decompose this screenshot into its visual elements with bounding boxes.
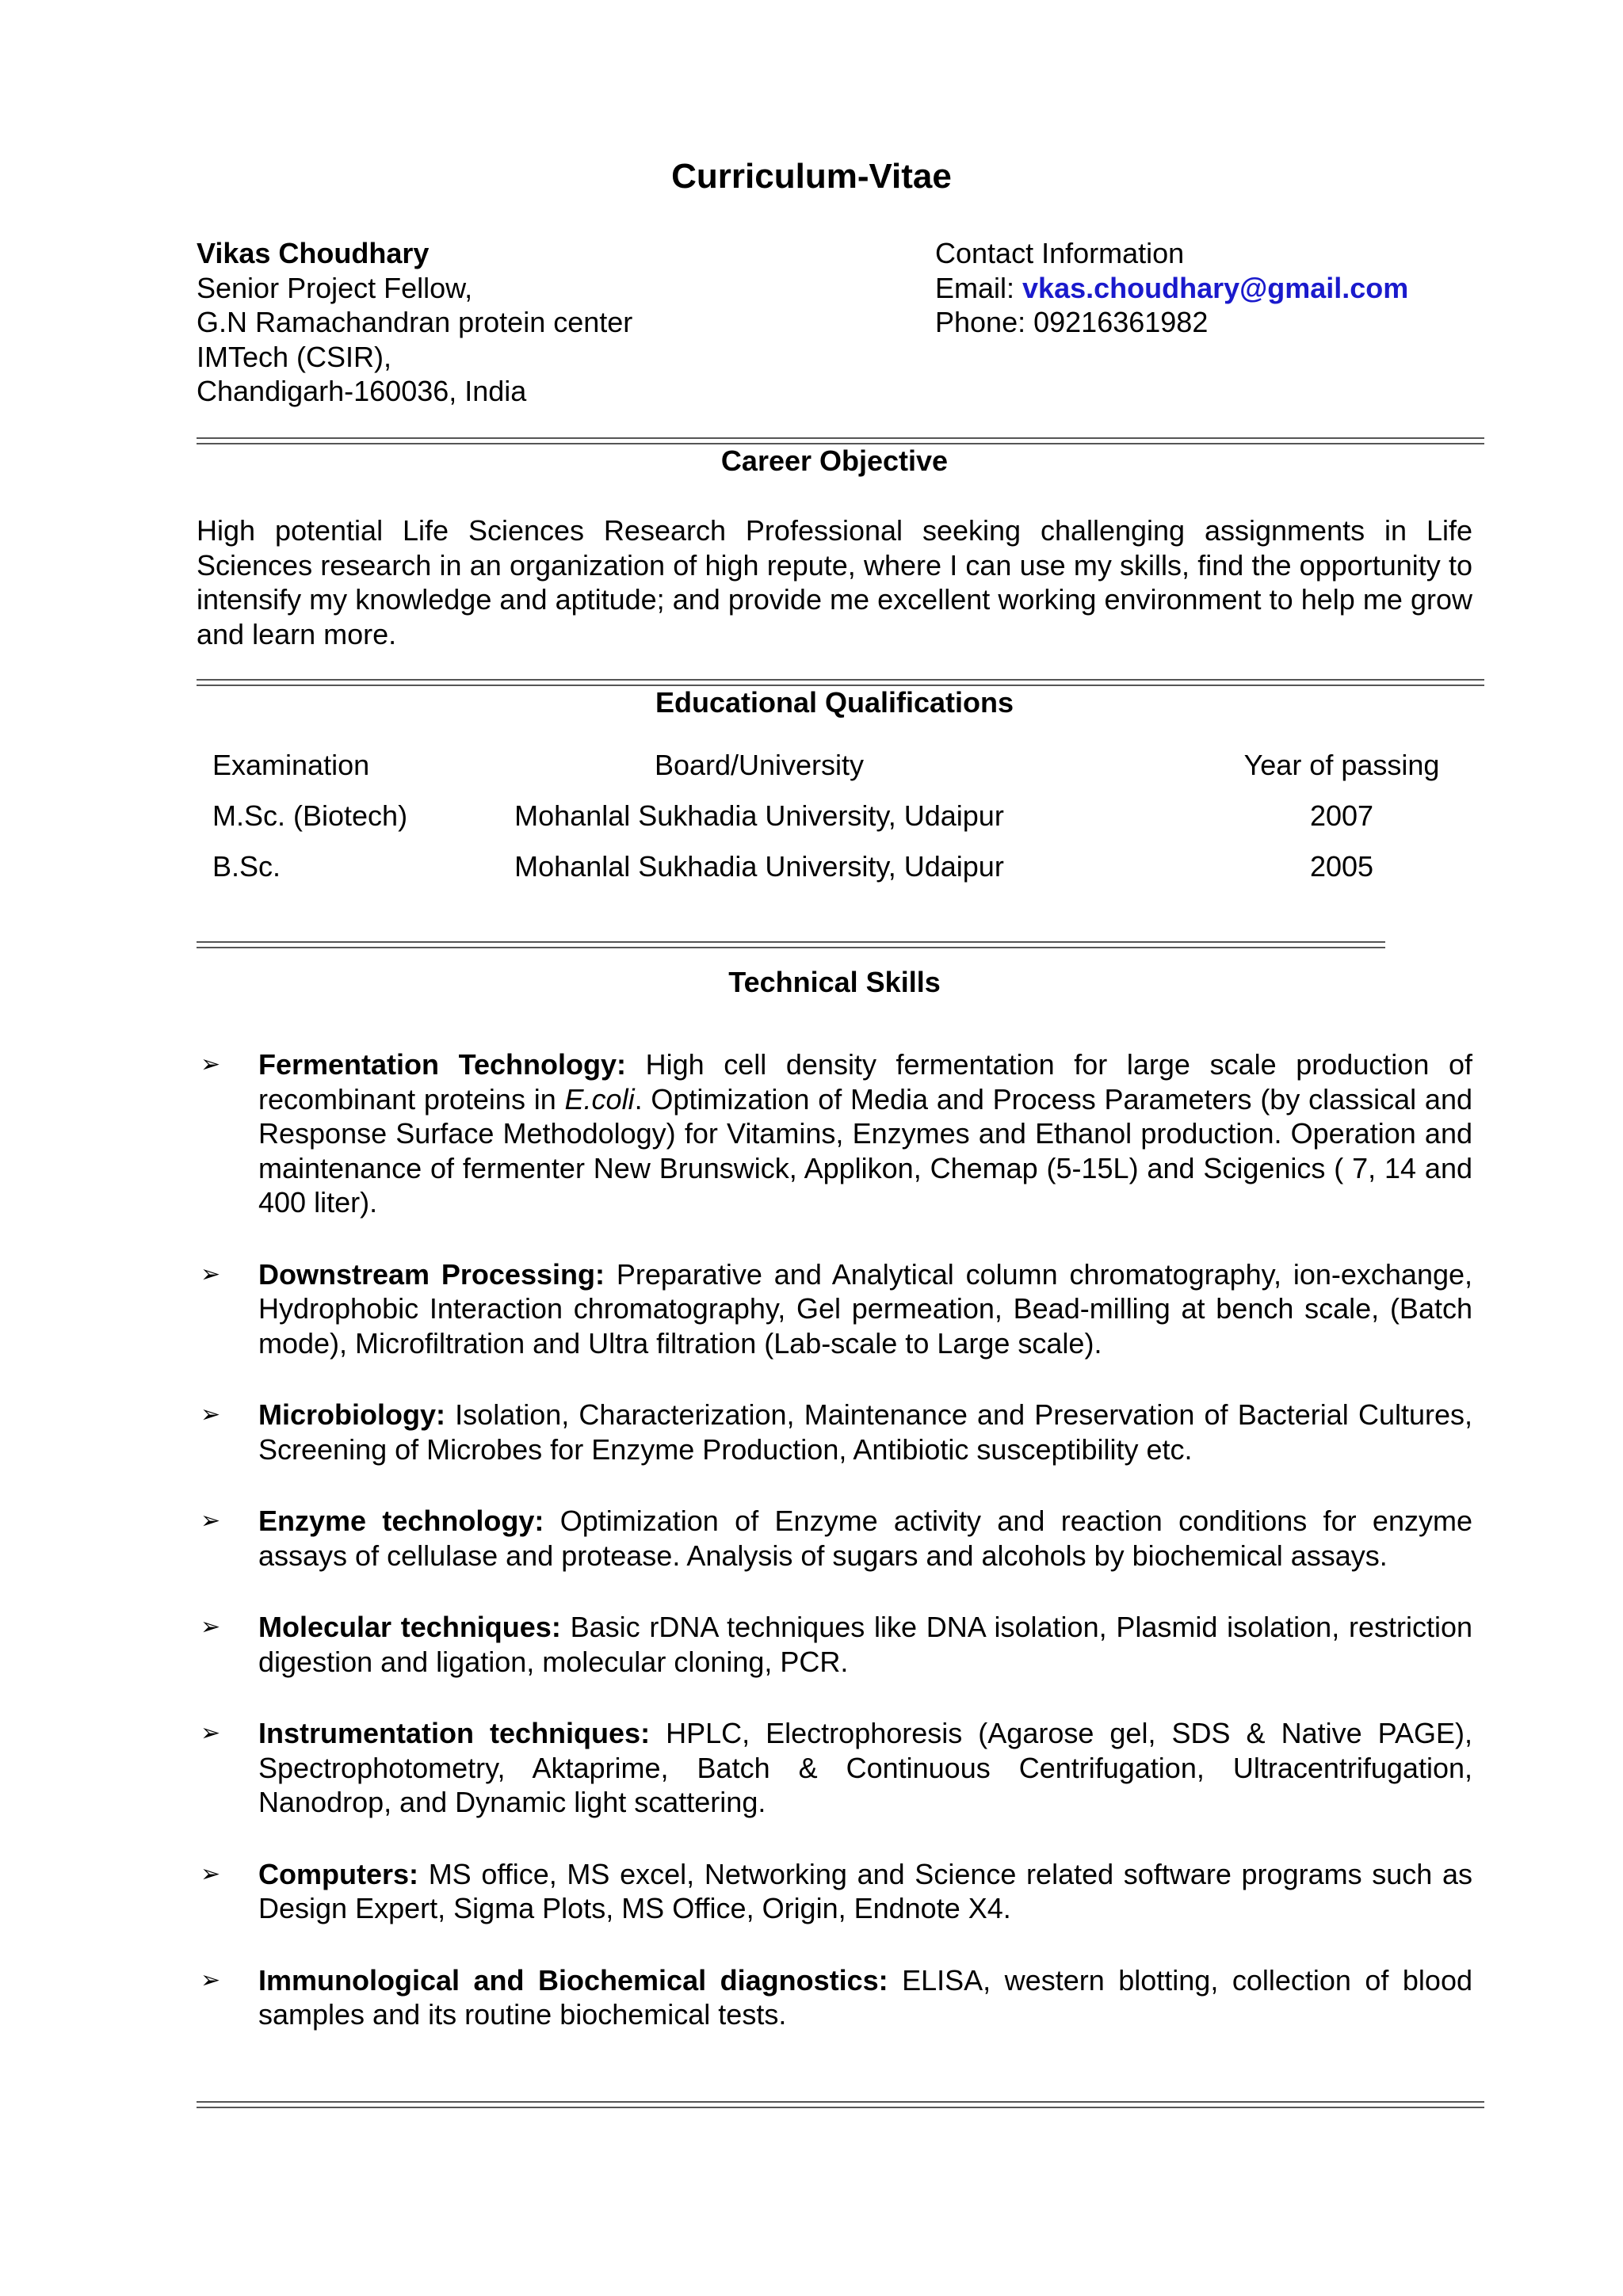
arrow-bullet-icon: ➢	[200, 1860, 221, 1887]
address-line-2: IMTech (CSIR),	[197, 340, 392, 373]
exam-cell: B.Sc.	[212, 850, 281, 883]
list-item	[197, 1716, 1472, 1820]
section-divider	[197, 437, 1484, 444]
table-row	[197, 799, 1480, 850]
skill-text: Preparative and Analytical column chromatography, ion-exchange, Hydrophobic Interaction chromatography, Gel permeation, Bead-milling at bench scale, (Batch mode), Microfiltration and Ultra filtration (Lab-scale to Large scale).	[258, 1257, 1473, 1360]
board-cell: Mohanlal Sukhadia University, Udaipur	[514, 799, 1004, 832]
table-row	[197, 850, 1480, 901]
skill-label: Downstream Processing:	[258, 1257, 605, 1291]
email-link[interactable]: vkas.choudhary@gmail.com	[1022, 271, 1409, 304]
candidate-position: Senior Project Fellow,	[197, 271, 473, 304]
year-cell: 2007	[1309, 799, 1374, 832]
list-item	[197, 1398, 1472, 1466]
list-item	[197, 1610, 1472, 1679]
phone-label: Phone:	[935, 306, 1034, 338]
year-cell: 2005	[1309, 850, 1374, 883]
arrow-bullet-icon: ➢	[200, 1508, 221, 1534]
skill-text: . Optimization of Media and Process Parameters (by classical and Response Surface Methodology) for Vitamins, Enzymes and Ethanol production. Operation and maintenance of fermenter New Brunswick, Applikon, Chemap (5-15L) and Scigenics ( 7, 14 and 400 liter).	[258, 1082, 1472, 1219]
skill-label: Fermentation Technology:	[258, 1048, 626, 1081]
skill-label: Computers:	[258, 1857, 419, 1890]
skill-label: Molecular techniques:	[258, 1611, 561, 1643]
candidate-name: Vikas Choudhary	[197, 237, 430, 269]
skill-text: ELISA, western blotting, collection of blood samples and its routine biochemical tests.	[258, 1963, 1472, 2031]
section-divider	[197, 941, 1385, 948]
board-cell: Mohanlal Sukhadia University, Udaipur	[514, 850, 1004, 883]
skill-text: High cell density fermentation for large scale production of recombinant proteins in	[258, 1048, 1472, 1116]
skill-label: Microbiology:	[258, 1398, 445, 1431]
phone-line	[935, 305, 1408, 340]
section-divider	[197, 2101, 1484, 2108]
personal-info	[197, 236, 632, 409]
arrow-bullet-icon: ➢	[200, 1966, 221, 1993]
address-line-1: G.N Ramachandran protein center	[197, 306, 633, 338]
list-item	[197, 1257, 1472, 1361]
technical-skills-list	[197, 1047, 1472, 2069]
career-objective-text: High potential Life Sciences Research Professional seeking challenging assignments in Life Sciences research in an organization of high repute, where I can use my skills, find the opportunity to intensify my knowledge and aptitude; and provide me excellent working environment to help me grow and learn more.	[197, 514, 1472, 650]
list-item	[197, 1504, 1472, 1573]
arrow-bullet-icon: ➢	[200, 1402, 221, 1428]
education-table	[197, 749, 1480, 901]
email-label: Email:	[935, 271, 1023, 304]
skill-text: Isolation, Characterization, Maintenance and Preservation of Bacterial Cultures, Screening of Microbes for Enzyme Production, Antibiotic susceptibility etc.	[258, 1398, 1472, 1466]
document-title: Curriculum-Vitae	[671, 157, 952, 196]
list-item	[197, 1963, 1472, 2032]
email-line	[935, 271, 1408, 306]
technical-skills-heading: Technical Skills	[728, 966, 941, 998]
skill-text: MS office, MS excel, Networking and Science related software programs such as Design Expert, Sigma Plots, MS Office, Origin, Endnote X4.	[258, 1857, 1472, 1924]
skill-text: HPLC, Electrophoresis (Agarose gel, SDS & Native PAGE), Spectrophotometry, Aktaprime, Batch & Continuous Centrifugation, Ultracentrifugation, Nanodrop, and Dynamic light scattering.	[258, 1717, 1472, 1818]
arrow-bullet-icon: ➢	[200, 1720, 221, 1746]
skill-text: Optimization of Enzyme activity and reaction conditions for enzyme assays of cellulase and protease. Analysis of sugars and alcohols by biochemical assays.	[258, 1505, 1472, 1572]
skill-text: Basic rDNA techniques like DNA isolation, Plasmid isolation, restriction digestion and ligation, molecular cloning, PCR.	[258, 1611, 1472, 1678]
skill-label: Enzyme technology:	[258, 1505, 544, 1537]
education-heading: Educational Qualifications	[655, 686, 1014, 719]
skill-label: Immunological and Biochemical diagnostics:	[258, 1963, 888, 1997]
address-line-3: Chandigarh-160036, India	[197, 375, 527, 407]
arrow-bullet-icon: ➢	[200, 1614, 221, 1640]
skill-label: Instrumentation techniques:	[258, 1717, 651, 1749]
career-objective-heading: Career Objective	[720, 444, 949, 477]
table-header-row	[197, 749, 1480, 799]
list-item	[197, 1047, 1472, 1220]
phone-value: 09216361982	[1033, 306, 1209, 338]
exam-cell: M.Sc. (Biotech)	[212, 799, 408, 832]
contact-heading: Contact Information	[935, 237, 1185, 269]
section-divider	[197, 679, 1484, 686]
list-item	[197, 1857, 1472, 1926]
arrow-bullet-icon: ➢	[200, 1261, 221, 1287]
column-header: Examination	[212, 749, 370, 781]
arrow-bullet-icon: ➢	[200, 1051, 221, 1077]
contact-info	[935, 236, 1408, 340]
column-header: Year of passing	[1243, 749, 1440, 781]
column-header: Board/University	[654, 749, 865, 781]
skill-text-italic: E.coli	[564, 1082, 635, 1116]
